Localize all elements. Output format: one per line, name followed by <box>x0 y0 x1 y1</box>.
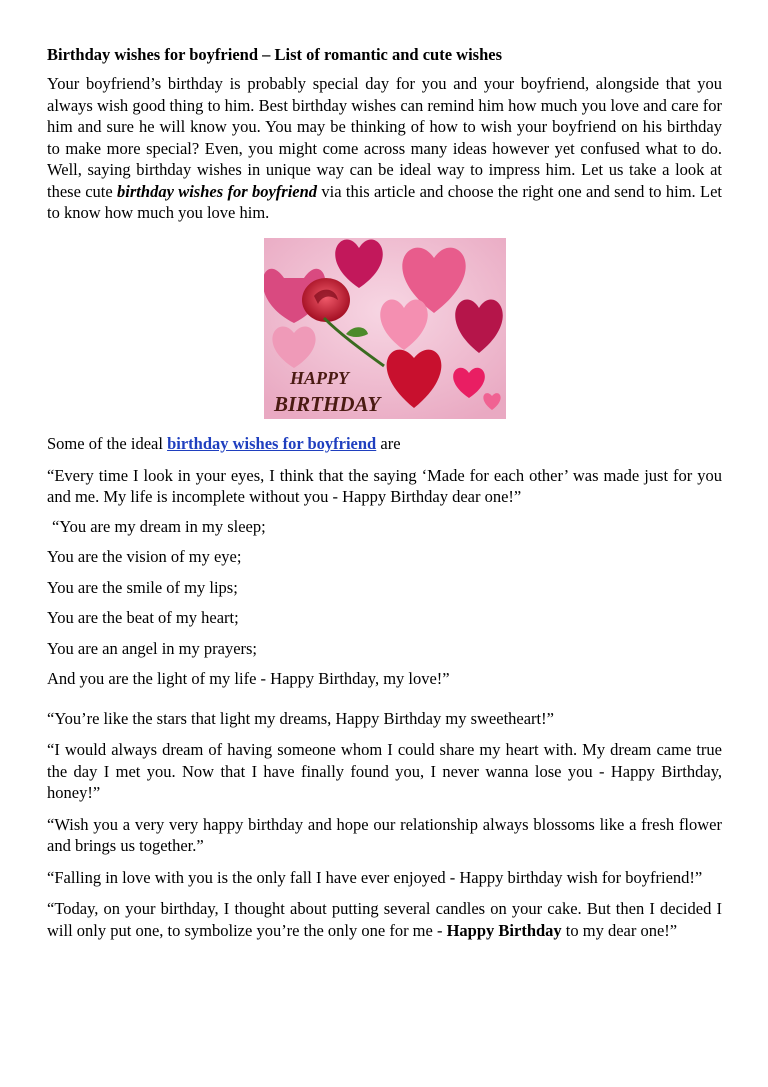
happy-birthday-image <box>264 238 506 419</box>
birthday-wishes-link[interactable]: birthday wishes for boyfriend <box>167 434 377 453</box>
poem-line: “You are my dream in my sleep; <box>52 516 266 536</box>
intro-text-start: Your boyfriend’s birthday is probably special day for you and your boyfriend, alongside that you always wish good thing to him. Best birthday wishes can remind him how much you love and care for him and sure he will know you. You may be thinking of how to wish your boyfriend on his birthday to make more special? Even, you might come across many ideas however yet confused what to do. Well, saying birthday wishes in unique way can be ideal way to impress him. Let us take a look at these cute <box>47 74 722 201</box>
wish-paragraph-2: “You’re like the stars that light my dreams, Happy Birthday my sweetheart!” <box>47 708 554 728</box>
intro-keyword: birthday wishes for boyfriend <box>117 181 318 201</box>
rose-shape <box>302 278 350 322</box>
poem-line: You are the smile of my lips; <box>47 577 238 597</box>
ideal-intro <box>47 433 722 455</box>
wish-paragraph-3: “I would always dream of having someone whom I could share my heart with. My dream came true the day I met you. Now that I have finally found you, I never wanna lose you - Happy Birthday, honey!” <box>47 740 722 802</box>
image-text-birthday: BIRTHDAY <box>274 392 381 416</box>
wish-paragraph-6 <box>47 898 722 941</box>
poem-line: You are the vision of my eye; <box>47 547 242 566</box>
poem-block <box>47 516 722 690</box>
wish6-text-start: “Today, on your birthday, I thought about putting several candles on your cake. But then I decided I will only put one, to symbolize you’re the only one for me - <box>47 899 722 940</box>
intro-text-end: via this article and choose the right one and send to him. Let to know how much you love him. <box>47 181 722 222</box>
intro-paragraph <box>47 73 722 224</box>
wish-paragraph-5: “Falling in love with you is the only fall I have ever enjoyed - Happy birthday wish for boyfriend!” <box>47 867 703 887</box>
wish6-bold-text: Happy Birthday <box>446 920 562 940</box>
ideal-text-end: are <box>376 434 401 453</box>
page-title: Birthday wishes for boyfriend – List of romantic and cute wishes <box>47 45 502 64</box>
image-text-happy: HAPPY <box>290 368 349 388</box>
wish6-text-end: to my dear one!” <box>561 920 678 940</box>
ideal-text-start: Some of the ideal <box>47 434 168 453</box>
poem-line: You are the beat of my heart; <box>47 608 239 627</box>
wish-paragraph-4: “Wish you a very very happy birthday and hope our relationship always blossoms like a fresh flower and brings us together.” <box>47 814 722 855</box>
poem-line: And you are the light of my life - Happy Birthday, my love!” <box>47 669 450 688</box>
poem-line: You are an angel in my prayers; <box>47 638 258 658</box>
document-page <box>47 44 722 940</box>
wish-paragraph-1: “Every time I look in your eyes, I think that the saying ‘Made for each other’ was made just for you and me. My life is incomplete without you - Happy Birthday dear one!” <box>47 465 722 506</box>
wishes-section <box>47 433 722 941</box>
